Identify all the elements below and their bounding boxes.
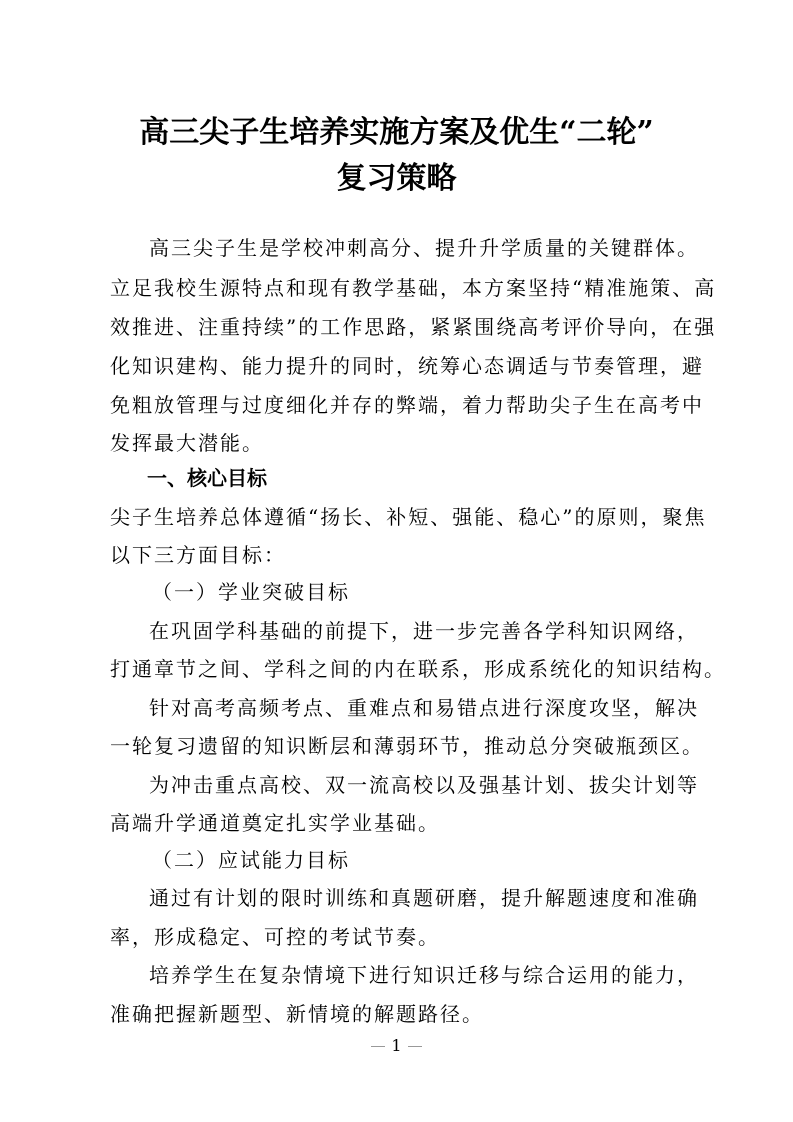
document-title-line-1: 高三尖子生培养实施方案及优生“二轮” (139, 115, 654, 150)
section-heading-core-goals: 一、核心目标 (147, 466, 267, 490)
sub2-paragraph-line: 通过有计划的限时训练和真题研磨，提升解题速度和准确 (149, 886, 699, 910)
intro-paragraph-line: 化知识建构、能力提升的同时，统筹心态调适与节奏管理，避 (110, 354, 704, 378)
sub1-paragraph-line: 针对高考高频考点、重难点和易错点进行深度攻坚，解决 (149, 696, 699, 720)
sub1-paragraph-line: 打通章节之间、学科之间的内在联系，形成系统化的知识结构。 (110, 657, 726, 681)
sub1-paragraph-line: 为冲击重点高校、双一流高校以及强基计划、拔尖计划等 (149, 773, 699, 797)
footer-dash-right (408, 1046, 422, 1047)
sub2-paragraph-line: 培养学生在复杂情境下进行知识迁移与综合运用的能力， (149, 963, 699, 987)
page-number: 1 (391, 1036, 402, 1055)
sub2-paragraph-line: 准确把握新题型、新情境的解题路径。 (110, 1002, 484, 1026)
intro-paragraph-line: 免粗放管理与过度细化并存的弊端，着力帮助尖子生在高考中 (110, 393, 704, 417)
intro-paragraph-line: 效推进、注重持续”的工作思路，紧紧围绕高考评价导向，在强 (110, 315, 717, 339)
sub2-paragraph-line: 率，形成稳定、可控的考试节奏。 (110, 925, 440, 949)
intro-paragraph-line: 立足我校生源特点和现有教学基础，本方案坚持“精准施策、高 (110, 276, 717, 300)
section1-paragraph-line: 以下三方面目标： (110, 543, 286, 567)
intro-paragraph-line: 发挥最大潜能。 (110, 431, 264, 455)
intro-paragraph-line: 高三尖子生是学校冲刺高分、提升升学质量的关键群体。 (149, 236, 699, 260)
section1-paragraph-line: 尖子生培养总体遵循“扬长、补短、强能、稳心”的原则，聚焦 (110, 505, 707, 529)
footer-dash-left (371, 1046, 385, 1047)
sub1-paragraph-line: 在巩固学科基础的前提下，进一步完善各学科知识网络， (149, 619, 699, 643)
sub1-paragraph-line: 高端升学通道奠定扎实学业基础。 (110, 811, 440, 835)
subsection-heading-exam-ability: （二）应试能力目标 (152, 848, 350, 872)
sub1-paragraph-line: 一轮复习遗留的知识断层和薄弱环节，推动总分突破瓶颈区。 (110, 734, 704, 758)
document-title-line-2: 复习策略 (336, 161, 457, 196)
page-footer (0, 1036, 793, 1055)
subsection-heading-academic: （一）学业突破目标 (152, 580, 350, 604)
